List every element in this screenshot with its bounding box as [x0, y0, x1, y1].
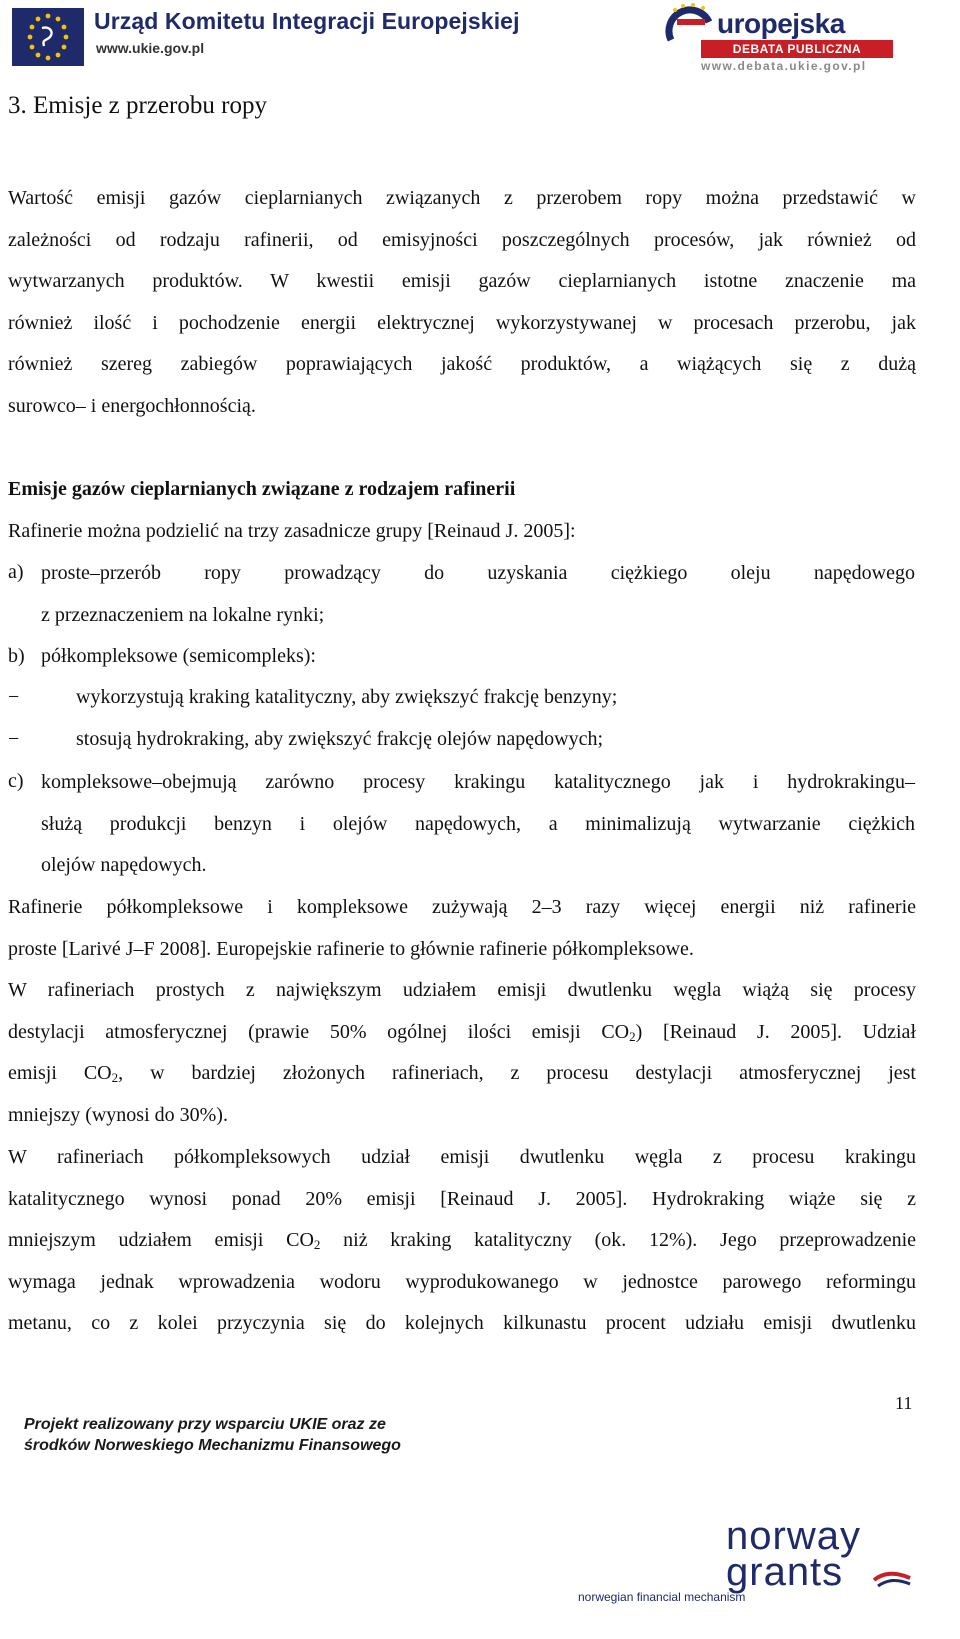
norway-logo-top: norway	[726, 1514, 861, 1558]
text-line: mniejszym udziałem emisji $CO_2$ niż kraking katalityczny (ok. 12%). Jego przeprowadzenie	[8, 1229, 917, 1253]
groups-intro: Rafinerie można podzielić na trzy zasadnicze grupy [Reinaud J. 2005]:	[8, 520, 576, 542]
debata-e-logo-icon	[665, 2, 715, 44]
norway-grants-logo	[578, 1508, 918, 1633]
list-subitem: wykorzystują kraking katalityczny, aby zwiększyć frakcję benzyny;	[76, 686, 618, 708]
text-line: z przeznaczeniem na lokalne rynki;	[41, 603, 325, 626]
simple-refineries-paragraph	[8, 970, 916, 1136]
norway-logo-subtitle: norwegian financial mechanism	[578, 1590, 746, 1604]
text-line: metanu, co z kolei przyczynia się do kolejnych kilkunastu procent udziału emisji dwutlenku	[8, 1312, 916, 1335]
text-line: Rafinerie półkompleksowe i kompleksowe zużywają 2–3 razy więcej energii niż rafinerie	[8, 896, 916, 918]
text-line: również ilość i pochodzenie energii elektrycznej wykorzystywanej w procesach przerobu, jak	[8, 311, 916, 334]
funding-note-line: środków Norweskiego Mechanizmu Finansowego	[24, 1437, 401, 1454]
text-line: wytwarzanych produktów. W kwestii emisji gazów cieplarnianych istotne znaczenie ma	[8, 270, 916, 293]
eu-flag-logo-icon	[12, 4, 84, 68]
page-header	[0, 0, 960, 80]
text-line: Wartość emisji gazów cieplarnianych związanych z przerobem ropy można przedstawić w	[8, 187, 916, 209]
page-number: 11	[895, 1393, 913, 1413]
list-label-b: b)	[8, 645, 25, 667]
list-item-c	[41, 762, 915, 887]
text-line: W rafineriach półkompleksowych udział emisji dwutlenku węgla z procesu krakingu	[8, 1146, 916, 1168]
text-line: proste [Larivé J–F 2008]. Europejskie rafinerie to głównie rafinerie półkompleksowe.	[8, 937, 694, 960]
list-item-a	[41, 553, 915, 636]
text-line: mniejszy (wynosi do 30%).	[8, 1103, 228, 1126]
text-line: proste–przerób ropy prowadzący do uzyskania ciężkiego oleju napędowego	[41, 562, 915, 584]
debata-subtitle: DEBATA PUBLICZNA	[732, 42, 862, 56]
ukie-url: www.ukie.gov.pl	[96, 40, 205, 56]
list-label-c: c)	[8, 770, 24, 792]
intro-paragraph	[8, 178, 916, 428]
text-line: emisji $CO_2$, w bardziej złożonych rafineriach, z procesu destylacji atmosferycznej jest	[8, 1062, 916, 1086]
list-item-b: półkompleksowe (semicompleks):	[41, 645, 316, 667]
text-line: katalitycznego wynosi ponad 20% emisji [Reinaud J. 2005]. Hydrokraking wiąże się z	[8, 1187, 916, 1210]
dash-bullet: −	[8, 728, 20, 750]
norway-flag-swoosh-icon	[870, 1546, 914, 1590]
semi-complex-paragraph	[8, 1137, 916, 1345]
norway-logo-bottom: grants	[726, 1550, 844, 1594]
list-subitem: stosują hydrokraking, aby zwiększyć frakcję olejów napędowych;	[76, 728, 604, 750]
ukie-title: Urząd Komitetu Integracji Europejskiej	[94, 8, 520, 34]
section-title: 3. Emisje z przerobu ropy	[8, 92, 267, 119]
text-line: olejów napędowych.	[41, 854, 207, 877]
funding-note-line: Projekt realizowany przy wsparciu UKIE oraz ze	[24, 1416, 386, 1433]
funding-note	[24, 1414, 401, 1456]
debata-logo	[665, 0, 950, 76]
text-line: zależności od rodzaju rafinerii, od emisyjności poszczególnych procesów, jak również od	[8, 228, 916, 251]
debata-url: www.debata.ukie.gov.pl	[701, 59, 867, 73]
subheading: Emisje gazów cieplarnianych związane z rodzajem rafinerii	[8, 478, 516, 500]
dash-bullet: −	[8, 686, 20, 708]
text-line: surowco– i energochłonnością.	[8, 394, 256, 417]
list-label-a: a)	[8, 561, 24, 583]
debata-brand: uropejska	[717, 8, 845, 39]
text-line: kompleksowe–obejmują zarówno procesy krakingu katalitycznego jak i hydrokrakingu–	[41, 771, 915, 793]
text-line: W rafineriach prostych z największym udziałem emisji dwutlenku węgla wiążą się procesy	[8, 979, 916, 1001]
energy-paragraph	[8, 887, 916, 970]
text-line: wymaga jednak wprowadzenia wodoru wyprodukowanego w jednostce parowego reformingu	[8, 1270, 916, 1293]
text-line: służą produkcji benzyn i olejów napędowych, a minimalizują wytwarzanie ciężkich	[41, 812, 915, 835]
text-line: również szereg zabiegów poprawiających jakość produktów, a wiążących się z dużą	[8, 353, 916, 376]
text-line: destylacji atmosferycznej (prawie 50% ogólnej ilości emisji $CO_2$) [Reinaud J. 2005]. Udział	[8, 1020, 916, 1044]
